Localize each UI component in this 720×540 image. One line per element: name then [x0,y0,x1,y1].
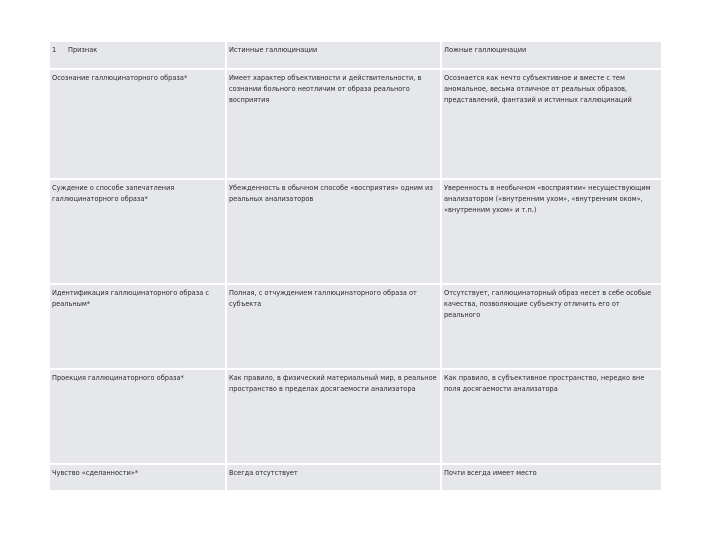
header-cell-pseudo: Ложные галлюцинации [442,42,661,68]
cell-feature: Чувство «сделанности»* [50,465,225,490]
cell-true: Как правило, в физический материальный мир, в реальное пространство в пределах досягаемости анализатора [227,370,440,463]
table-row [50,285,661,368]
cell-pseudo: Отсутствует, галлюцинаторный образ несет в себе особые качества, позволяющие субъекту отличить его от реального [442,285,661,368]
table-header-row [50,42,661,68]
hallucinations-comparison-table [48,40,663,492]
header-cell-feature [50,42,225,68]
cell-true: Убежденность в обычном способе «восприятия» одним из реальных анализаторов [227,180,440,283]
cell-pseudo: Как правило, в субъективное пространство, нередко вне поля досягаемости анализатора [442,370,661,463]
row-number: 1 [52,46,57,54]
table-row [50,465,661,490]
cell-true: Имеет характер объективности и действительности, в сознании больного неотличим от образа реального восприятия [227,70,440,178]
cell-pseudo: Уверенность в необычном «восприятии» несуществующим анализатором («внутренним ухом», «внутренним оком», «внутренним ухом» и т.п.) [442,180,661,283]
cell-true: Всегда отсутствует [227,465,440,490]
cell-feature: Проекция галлюцинаторного образа* [50,370,225,463]
table-row [50,70,661,178]
table-row [50,180,661,283]
table-row [50,370,661,463]
header-cell-true: Истинные галлюцинации [227,42,440,68]
cell-feature: Идентификация галлюцинаторного образа с реальным* [50,285,225,368]
header-feature-label: Признак [68,46,98,54]
cell-pseudo: Почти всегда имеет место [442,465,661,490]
cell-feature: Осознание галлюцинаторного образа* [50,70,225,178]
cell-true: Полная, с отчуждением галлюцинаторного образа от субъекта [227,285,440,368]
cell-feature: Суждение о способе запечатления галлюцинаторного образа* [50,180,225,283]
cell-pseudo: Осознается как нечто субъективное и вместе с тем аномальное, весьма отличное от реальных образов, представлений, фантазий и истинных галлюцинаций [442,70,661,178]
